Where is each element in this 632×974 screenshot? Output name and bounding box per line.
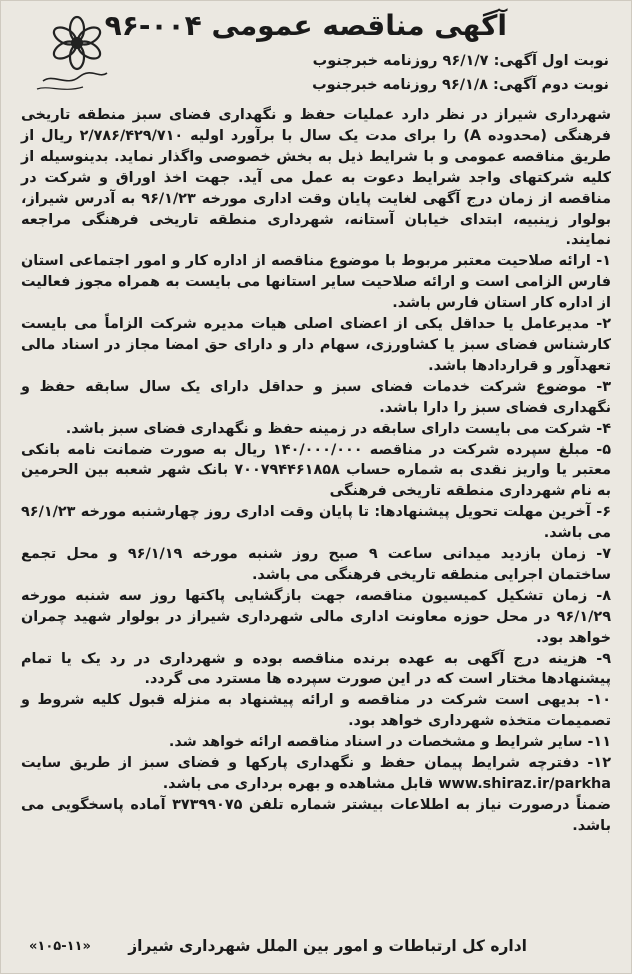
- condition-item-12: ۱۲- دفترچه شرایط پیمان حفظ و نگهداری پارکها و فضای سبز از طریق سایت www.shiraz.ir/parkha قابل مشاهده و بهره برداری می باشد.: [21, 755, 611, 792]
- condition-item-7: ۷- زمان بازدید میدانی ساعت ۹ صبح روز شنبه مورخه ۹۶/۱/۱۹ و محل تجمع ساختمان اجرایی منطقه تاریخی فرهنگی می باشد.: [21, 546, 611, 583]
- ad-header: [15, 9, 617, 101]
- first-notice-line: نوبت اول آگهی: ۹۶/۱/۷ روزنامه خبرجنوب: [312, 53, 609, 69]
- ad-code: «۱۰۵-۱۱»: [29, 939, 91, 954]
- ad-title: آگهی مناقصه عمومی ۰۰۴-۹۶: [104, 9, 507, 42]
- condition-item-1: ۱- ارائه صلاحیت معتبر مربوط با موضوع مناقصه از اداره کار و امور اجتماعی استان فارس الزامی است و ارائه صلاحیت سایر استانها می بایست به همراه مجوز فعالیت از اداره کار استان فارس باشد.: [21, 253, 611, 312]
- condition-item-6: ۶- آخرین مهلت تحویل پیشنهادها: تا پایان وقت اداری روز چهارشنبه مورخه ۹۶/۱/۲۳ می باشد.: [21, 504, 611, 542]
- condition-item-2: ۲- مدیرعامل یا حداقل یکی از اعضای اصلی هیات مدیره شرکت الزاماً می بایست کارشناس فضای سبز یا کشاورزی، سهام دار و دارای حق امضا مجاز در اسناد مالی تعهدآور و قراردادها باشد.: [21, 316, 611, 374]
- closing-paragraph: ضمناً درصورت نیاز به اطلاعات بیشتر شماره تلفن ۳۷۳۹۹۰۷۵ آماده پاسخگویی می باشد.: [21, 796, 611, 834]
- condition-item-9: ۹- هزینه درج آگهی به عهده برنده مناقصه بوده و شهرداری در رد یک یا تمام پیشنهادها مختار است که در این صورت سپرده ها مسترد می گردد.: [21, 650, 611, 688]
- issuing-organization: اداره کل ارتباطات و امور بین الملل شهرداری شیراز: [128, 937, 527, 955]
- second-notice-line: نوبت دوم آگهی: ۹۶/۱/۸ روزنامه خبرجنوب: [312, 77, 609, 93]
- flower-logo-icon: [23, 15, 115, 99]
- intro-paragraph: شهرداری شیراز در نظر دارد عملیات حفظ و نگهداری فضای سبز منطقه تاریخی فرهنگی (محدوده A) را برای مدت یک سال با برآورد اولیه ۲/۷۸۶/۴۲۹/۷۱۰ ریال از طریق مناقصه عمومی و با شرایط ذیل به بخش خصوصی واگذار نماید. بدینوسیله از کلیه شرکتهای واجد شرایط دعوت به عمل می آید. جهت اخذ اوراق و شرکت در مناقصه از زمان درج آگهی لغایت پایان وقت اداری مورخه ۹۶/۱/۲۳ به آدرس شیراز، بولوار زینبیه، ابتدای خیابان آستانه، شهرداری منطقه تاریخی فرهنگی مراجعه نمایند.: [21, 107, 611, 249]
- condition-item-8: ۸- زمان تشکیل کمیسیون مناقصه، جهت بازگشایی پاکتها روز سه شنبه مورخه ۹۶/۱/۲۹ در محل حوزه معاونت اداری مالی شهرداری شیراز در بولوار شهید چمران خواهد بود.: [21, 587, 611, 646]
- condition-item-10: ۱۰- بدیهی است شرکت در مناقصه و ارائه پیشنهاد به منزله قبول کلیه شروط و تصمیمات متخذه شهرداری خواهد بود.: [21, 692, 611, 730]
- condition-item-4: ۴- شرکت می بایست دارای سابقه در زمینه حفظ و نگهداری فضای سبز باشد.: [65, 420, 611, 437]
- condition-item-3: ۳- موضوع شرکت خدمات فضای سبز و حداقل دارای یک سال سابقه حفظ و نگهداری فضای سبز را دارا باشد.: [21, 378, 611, 416]
- condition-item-5: ۵- مبلغ سپرده شرکت در مناقصه ۱۴۰/۰۰۰/۰۰۰ ریال به صورت ضمانت نامه بانکی معتبر یا واریز نقدی به شماره حساب ۷۰۰۷۹۴۴۶۱۸۵۸ بانک شهر شعبه بین الحرمین به نام شهرداری منطقه تاریخی فرهنگی: [21, 441, 611, 500]
- ad-body: [15, 105, 617, 837]
- ad-footer: [15, 937, 617, 961]
- condition-item-11: ۱۱- سایر شرایط و مشخصات در اسناد مناقصه ارائه خواهد شد.: [168, 734, 611, 751]
- shiraz-municipality-logo: [23, 15, 115, 99]
